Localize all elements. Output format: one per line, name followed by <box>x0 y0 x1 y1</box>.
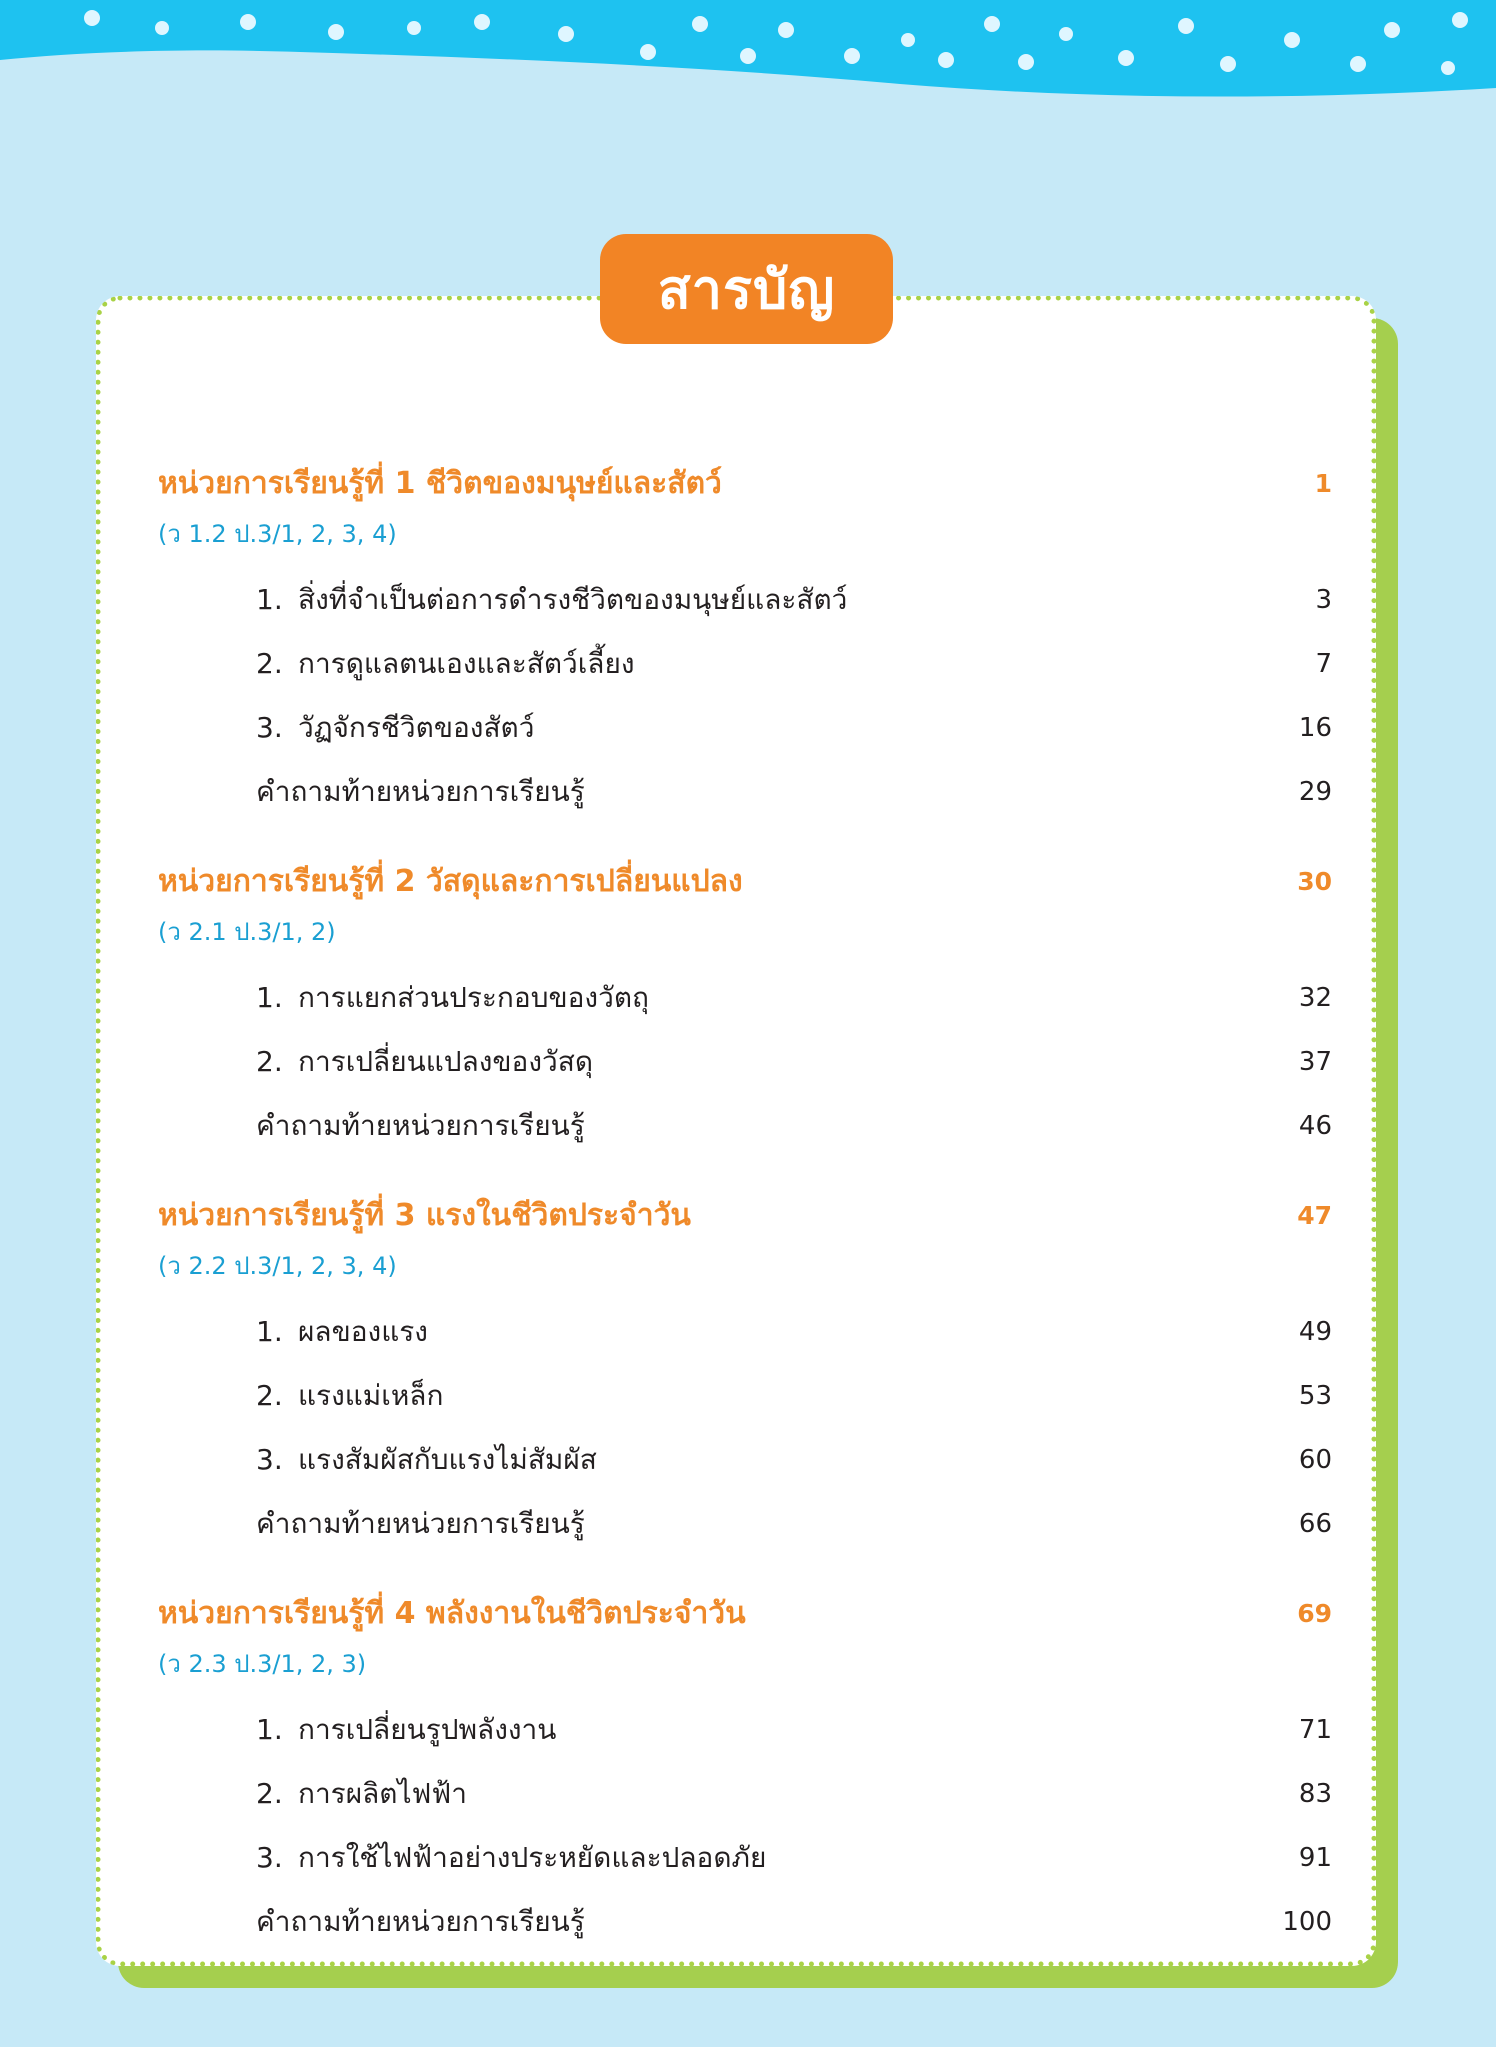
entry-label: การผลิตไฟฟ้า <box>298 1777 467 1810</box>
toc-unit <box>158 456 1332 824</box>
entry-text <box>256 1104 585 1148</box>
entry-number: 1. <box>256 1315 283 1348</box>
entry-label: การเปลี่ยนแปลงของวัสดุ <box>298 1045 594 1078</box>
entry-text <box>256 976 649 1020</box>
entry-number: 1. <box>256 583 283 616</box>
entry-page-number: 32 <box>1298 983 1332 1013</box>
entry-label: คำถามท้ายหน่วยการเรียนรู้ <box>256 1507 585 1540</box>
entry-label: แรงแม่เหล็ก <box>298 1379 444 1412</box>
entry-number: 2. <box>256 1379 283 1412</box>
unit-title: หน่วยการเรียนรู้ที่ 1 ชีวิตของมนุษย์และสัตว์ <box>158 465 722 501</box>
entry-text <box>256 1040 593 1084</box>
unit-standard-code: (ว 1.2 ป.3/1, 2, 3, 4) <box>158 520 397 548</box>
toc-entry[interactable] <box>158 1826 1332 1890</box>
toc-entry[interactable] <box>158 1030 1332 1094</box>
entry-text <box>256 1900 585 1944</box>
entry-page-number: 91 <box>1298 1843 1332 1873</box>
entry-number: 2. <box>256 1777 283 1810</box>
entry-text <box>256 578 847 622</box>
entry-text <box>256 1310 428 1354</box>
unit-page-number: 69 <box>1297 1598 1332 1628</box>
entry-label: วัฏจักรชีวิตของสัตว์ <box>298 711 535 744</box>
toc-unit <box>158 854 1332 1158</box>
entry-page-number: 53 <box>1298 1381 1332 1411</box>
entry-label: ผลของแรง <box>298 1315 428 1348</box>
unit-page-number: 30 <box>1297 866 1332 896</box>
unit-standard-code: (ว 2.3 ป.3/1, 2, 3) <box>158 1650 367 1678</box>
entry-text <box>256 1438 597 1482</box>
entry-label: สิ่งที่จำเป็นต่อการดำรงชีวิตของมนุษย์และสัตว์ <box>298 583 848 616</box>
entry-page-number: 37 <box>1298 1047 1332 1077</box>
page-title: สารบัญ <box>600 234 893 344</box>
entry-page-number: 3 <box>1315 585 1332 615</box>
toc-entry[interactable] <box>158 1094 1332 1158</box>
unit-title: หน่วยการเรียนรู้ที่ 4 พลังงานในชีวิตประจำวัน <box>158 1595 746 1631</box>
entry-text <box>256 1708 556 1752</box>
entry-number: 2. <box>256 647 283 680</box>
entry-page-number: 46 <box>1298 1111 1332 1141</box>
entry-number: 3. <box>256 711 283 744</box>
toc-entry[interactable] <box>158 696 1332 760</box>
entry-label: คำถามท้ายหน่วยการเรียนรู้ <box>256 1109 585 1142</box>
entry-text <box>256 642 635 686</box>
entry-text <box>256 1502 585 1546</box>
unit-page-number: 47 <box>1297 1200 1332 1230</box>
entry-page-number: 16 <box>1298 713 1332 743</box>
unit-heading[interactable] <box>158 1188 1332 1242</box>
toc-entry[interactable] <box>158 632 1332 696</box>
entry-text <box>256 770 585 814</box>
entry-text <box>256 1374 443 1418</box>
toc-entry[interactable] <box>158 1300 1332 1364</box>
entry-page-number: 49 <box>1298 1317 1332 1347</box>
entry-number: 3. <box>256 1443 283 1476</box>
table-of-contents <box>158 456 1332 1984</box>
toc-entry[interactable] <box>158 1762 1332 1826</box>
entry-page-number: 60 <box>1298 1445 1332 1475</box>
unit-standard-code: (ว 2.1 ป.3/1, 2) <box>158 918 336 946</box>
entry-label: การดูแลตนเองและสัตว์เลี้ยง <box>298 647 635 680</box>
unit-title: หน่วยการเรียนรู้ที่ 3 แรงในชีวิตประจำวัน <box>158 1197 691 1233</box>
unit-title: หน่วยการเรียนรู้ที่ 2 วัสดุและการเปลี่ยนแปลง <box>158 863 743 899</box>
entry-number: 1. <box>256 1713 283 1746</box>
toc-entry[interactable] <box>158 1492 1332 1556</box>
top-wave-band <box>0 0 1496 110</box>
unit-heading[interactable] <box>158 854 1332 908</box>
unit-heading[interactable] <box>158 1586 1332 1640</box>
entry-text <box>256 1772 467 1816</box>
entry-label: แรงสัมผัสกับแรงไม่สัมผัส <box>298 1443 597 1476</box>
toc-unit <box>158 1188 1332 1556</box>
entry-label: คำถามท้ายหน่วยการเรียนรู้ <box>256 1905 585 1938</box>
entry-label: การใช้ไฟฟ้าอย่างประหยัดและปลอดภัย <box>298 1841 767 1874</box>
toc-unit <box>158 1586 1332 1954</box>
toc-entry[interactable] <box>158 1698 1332 1762</box>
entry-text <box>256 706 534 750</box>
toc-entry[interactable] <box>158 1428 1332 1492</box>
entry-page-number: 29 <box>1298 777 1332 807</box>
toc-entry[interactable] <box>158 1890 1332 1954</box>
entry-page-number: 7 <box>1315 649 1332 679</box>
toc-entry[interactable] <box>158 568 1332 632</box>
entry-page-number: 66 <box>1298 1509 1332 1539</box>
unit-page-number: 1 <box>1314 468 1332 498</box>
unit-standard-code: (ว 2.2 ป.3/1, 2, 3, 4) <box>158 1252 397 1280</box>
entry-number: 3. <box>256 1841 283 1874</box>
unit-heading[interactable] <box>158 456 1332 510</box>
toc-entry[interactable] <box>158 760 1332 824</box>
toc-entry[interactable] <box>158 966 1332 1030</box>
entry-page-number: 83 <box>1298 1779 1332 1809</box>
entry-label: การแยกส่วนประกอบของวัตถุ <box>298 981 649 1014</box>
entry-number: 2. <box>256 1045 283 1078</box>
entry-page-number: 71 <box>1298 1715 1332 1745</box>
entry-page-number: 100 <box>1282 1907 1332 1937</box>
entry-label: การเปลี่ยนรูปพลังงาน <box>298 1713 557 1746</box>
toc-entry[interactable] <box>158 1364 1332 1428</box>
entry-text <box>256 1836 766 1880</box>
entry-number: 1. <box>256 981 283 1014</box>
entry-label: คำถามท้ายหน่วยการเรียนรู้ <box>256 775 585 808</box>
